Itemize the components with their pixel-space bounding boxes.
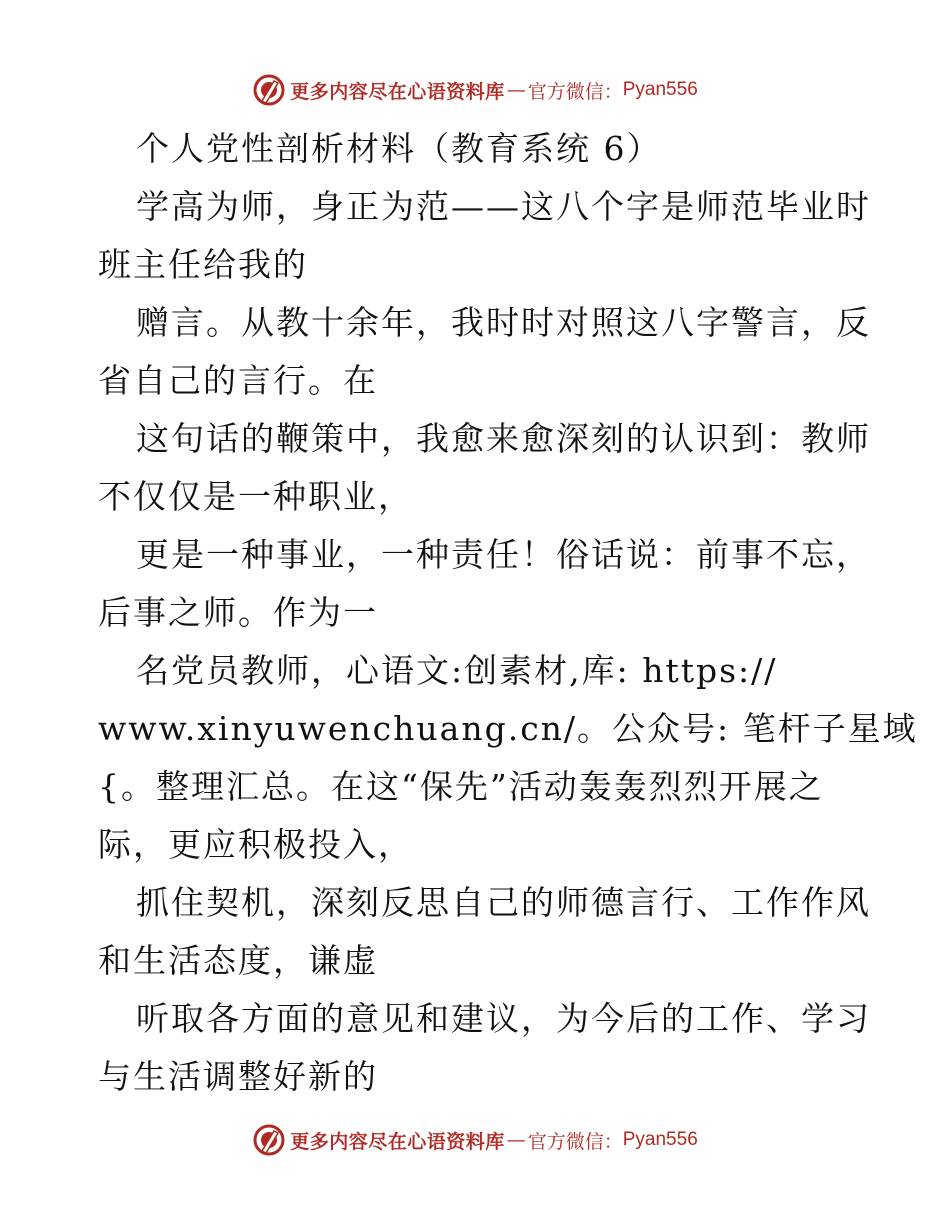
paragraph-line: www.xinyuwenchuang.cn/。公众号: 笔杆子星域 [98,709,918,748]
document-title: 个人党性剖析材料（教育系统 6） [136,129,662,168]
banner-text: 更多内容尽在心语资料库 [290,1130,505,1153]
pen-logo-icon [252,1123,286,1157]
banner-wechat-label: 官方微信： [527,80,623,103]
paragraph-line: 名党员教师，心语文:创素材,库: https:// [136,651,778,690]
paragraph-line: 学高为师，身正为范——这八个字是师范毕业时 [136,187,871,226]
banner-wechat-label: 官方微信： [527,1130,623,1153]
paragraph-line: 省自己的言行。在 [98,361,378,400]
paragraph-line: 听取各方面的意见和建议，为今后的工作、学习 [136,999,871,1038]
banner-text: 更多内容尽在心语资料库 [290,80,505,103]
footer-banner [0,1120,950,1160]
banner-wechat-id: Pyan556 [622,79,698,100]
paragraph-line: 与生活调整好新的 [98,1057,378,1096]
paragraph-line: 赠言。从教十余年，我时时对照这八字警言，反 [136,303,871,342]
document-body [98,120,918,1106]
paragraph-line: 更是一种事业，一种责任！俗话说：前事不忘， [136,535,871,574]
paragraph-line: 不仅仅是一种职业， [98,477,413,516]
paragraph-line: 后事之师。作为一 [98,593,378,632]
paragraph-line: 班主任给我的 [98,245,308,284]
banner-wechat-id: Pyan556 [622,1129,698,1150]
banner-separator: — [506,79,526,101]
banner-separator: — [506,1129,526,1151]
paragraph-line: {。整理汇总。在这“保先”活动轰轰烈烈开展之 [98,767,824,806]
paragraph-line: 和生活态度，谦虚 [98,941,378,980]
paragraph-line: 这句话的鞭策中，我愈来愈深刻的认识到：教师 [136,419,871,458]
header-banner [0,70,950,110]
paragraph-line: 抓住契机，深刻反思自己的师德言行、工作作风 [136,883,871,922]
pen-logo-icon [252,73,286,107]
paragraph-line: 际，更应积极投入， [98,825,413,864]
